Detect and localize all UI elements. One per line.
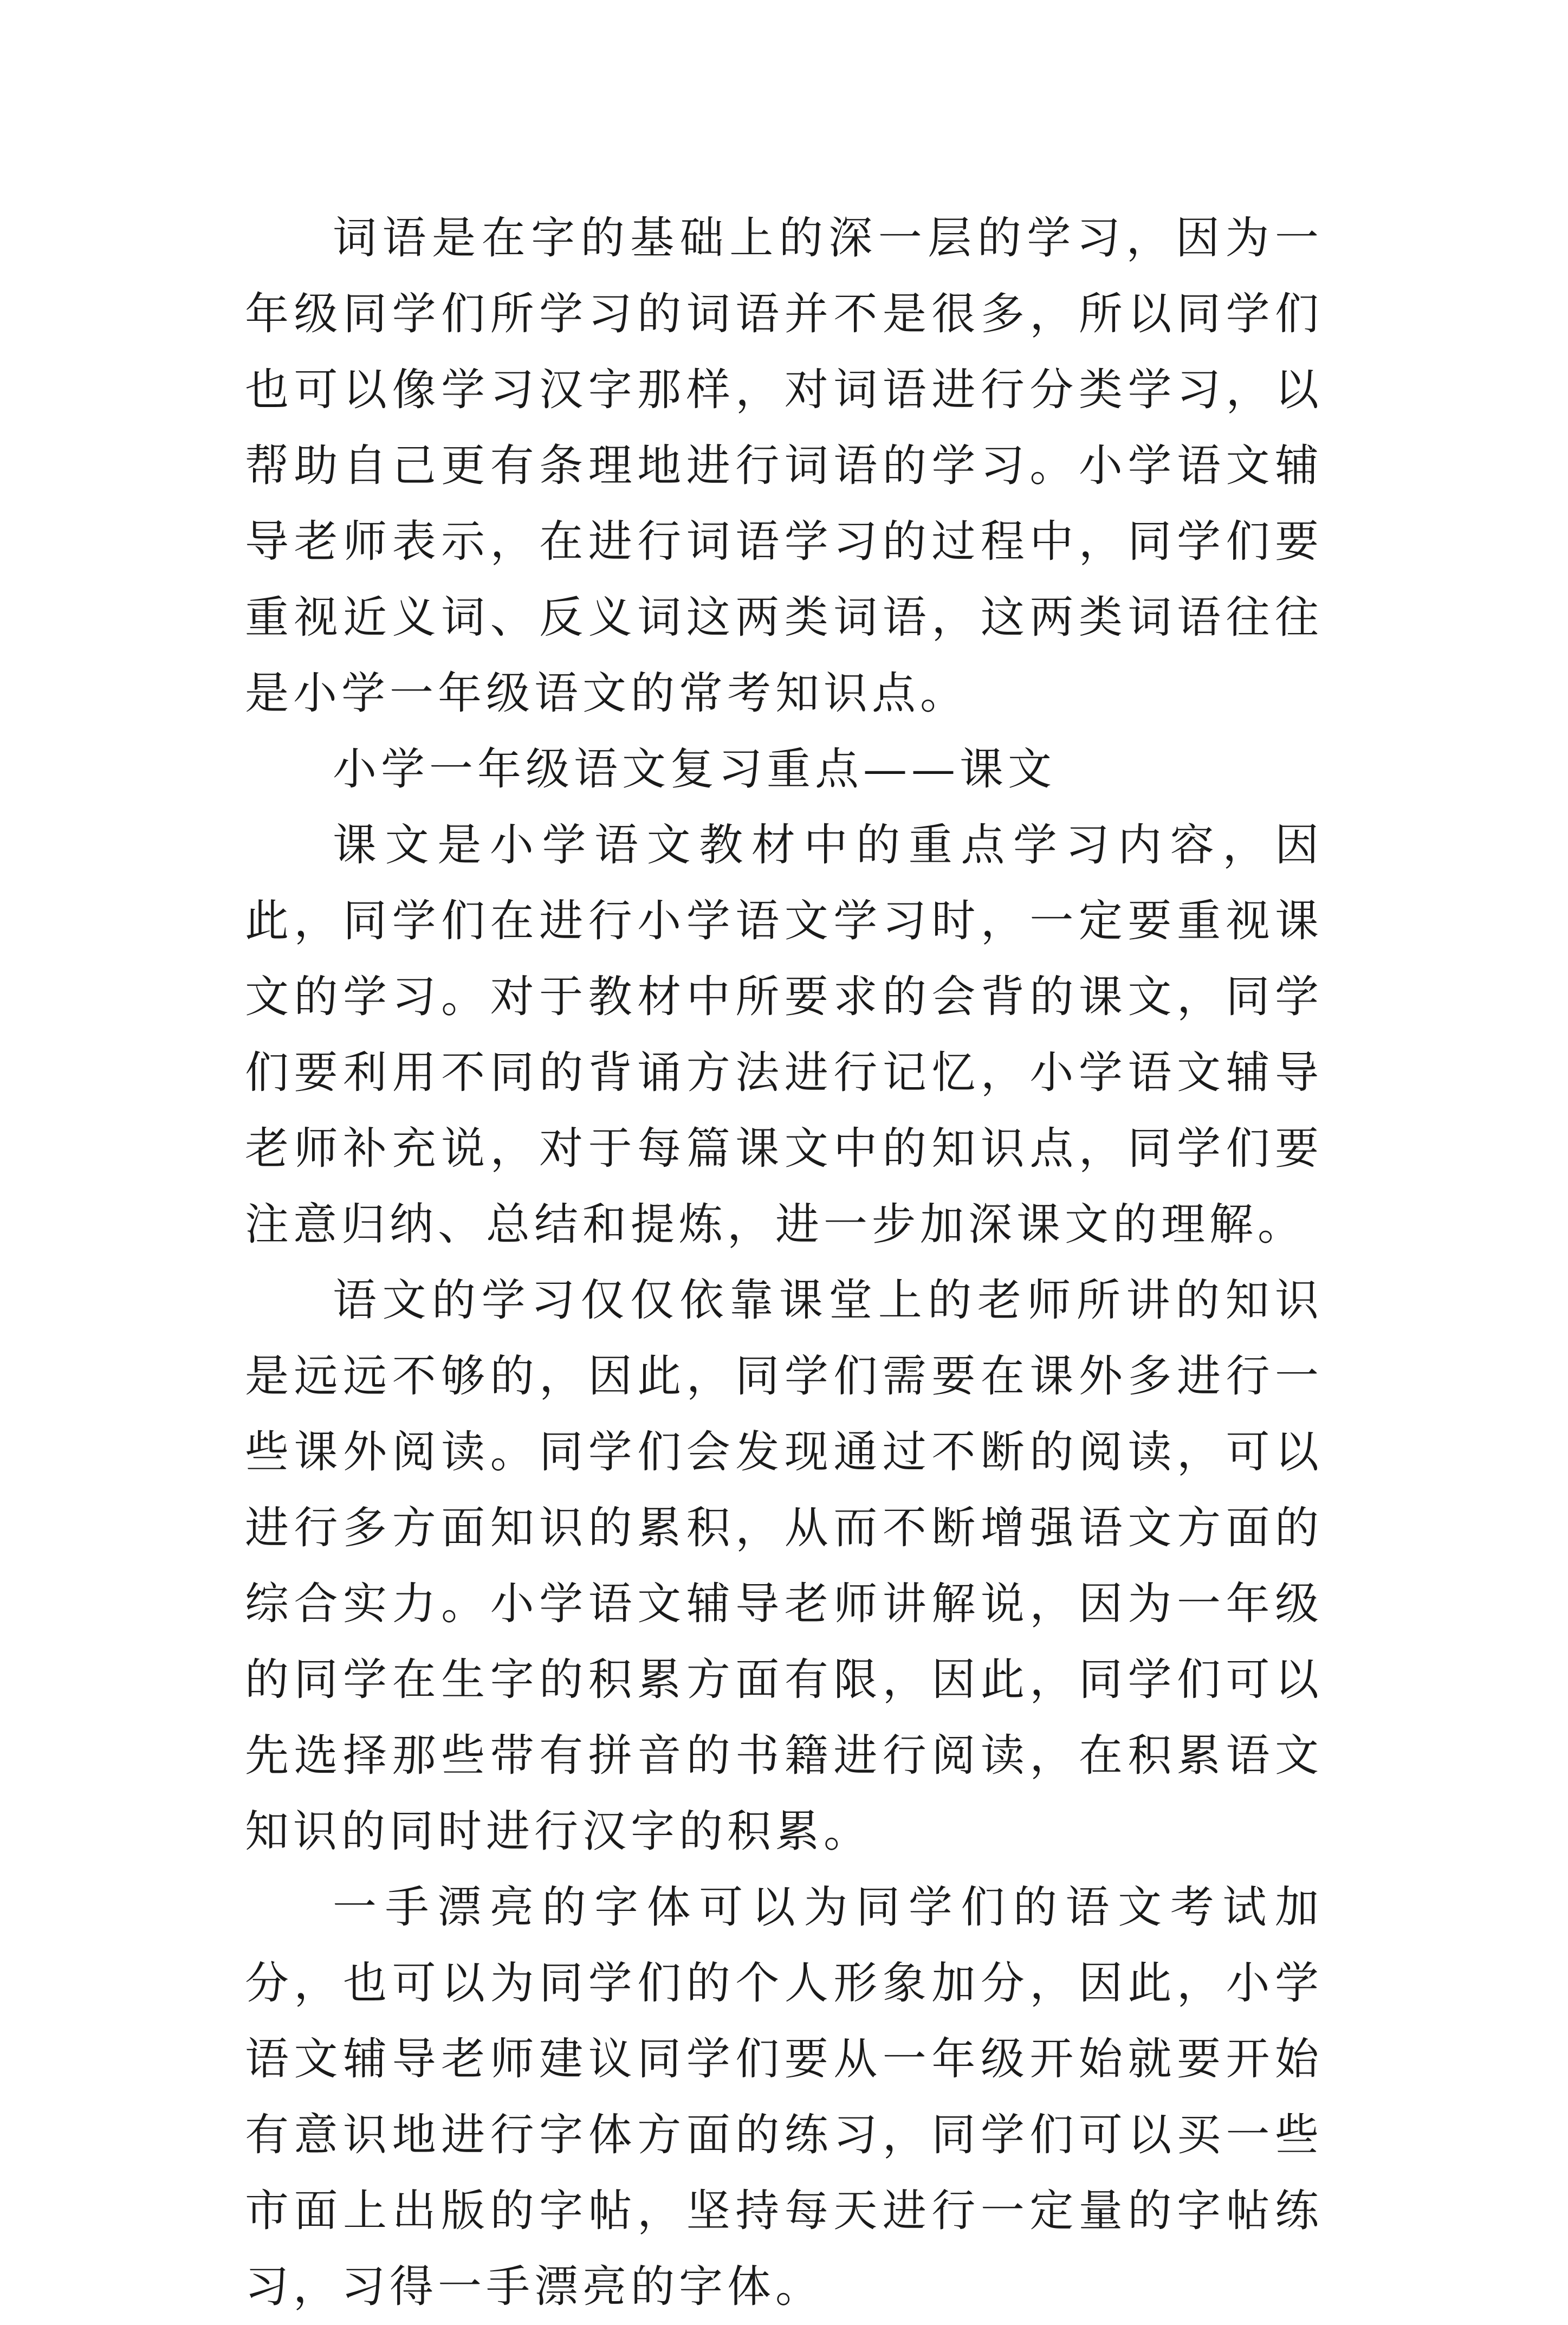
section-heading-texts: 小学一年级语文复习重点——课文 (333, 744, 1057, 795)
document-body (245, 201, 1323, 2325)
paragraph-handwriting: 一手漂亮的字体可以为同学们的语文考试加分，也可以为同学们的个人形象加分，因此，小学语文辅导老师建议同学们要从一年级开始就要开始有意识地进行字体方面的练习，同学们可以买一些市面上出版的字帖，坚持每天进行一定量的字帖练习，习得一手漂亮的字体。 (245, 1882, 1323, 2313)
paragraph-vocabulary: 词语是在字的基础上的深一层的学习，因为一年级同学们所学习的词语并不是很多，所以同学们也可以像学习汉字那样，对词语进行分类学习，以帮助自己更有条理地进行词语的学习。小学语文辅导老师表示，在进行词语学习的过程中，同学们要重视近义词、反义词这两类词语，这两类词语往往是小学一年级语文的常考知识点。 (245, 213, 1323, 719)
paragraph-texts: 课文是小学语文教材中的重点学习内容，因此，同学们在进行小学语文学习时，一定要重视课文的学习。对于教材中所要求的会背的课文，同学们要利用不同的背诵方法进行记忆，小学语文辅导老师补充说，对于每篇课文中的知识点，同学们要注意归纳、总结和提炼，进一步加深课文的理解。 (245, 820, 1323, 1250)
paragraph-reading: 语文的学习仅仅依靠课堂上的老师所讲的知识是远远不够的，因此，同学们需要在课外多进行一些课外阅读。同学们会发现通过不断的阅读，可以进行多方面知识的累积，从而不断增强语文方面的综合实力。小学语文辅导老师讲解说，因为一年级的同学在生字的积累方面有限，因此，同学们可以先选择那些带有拼音的书籍进行阅读，在积累语文知识的同时进行汉字的积累。 (245, 1275, 1323, 1857)
